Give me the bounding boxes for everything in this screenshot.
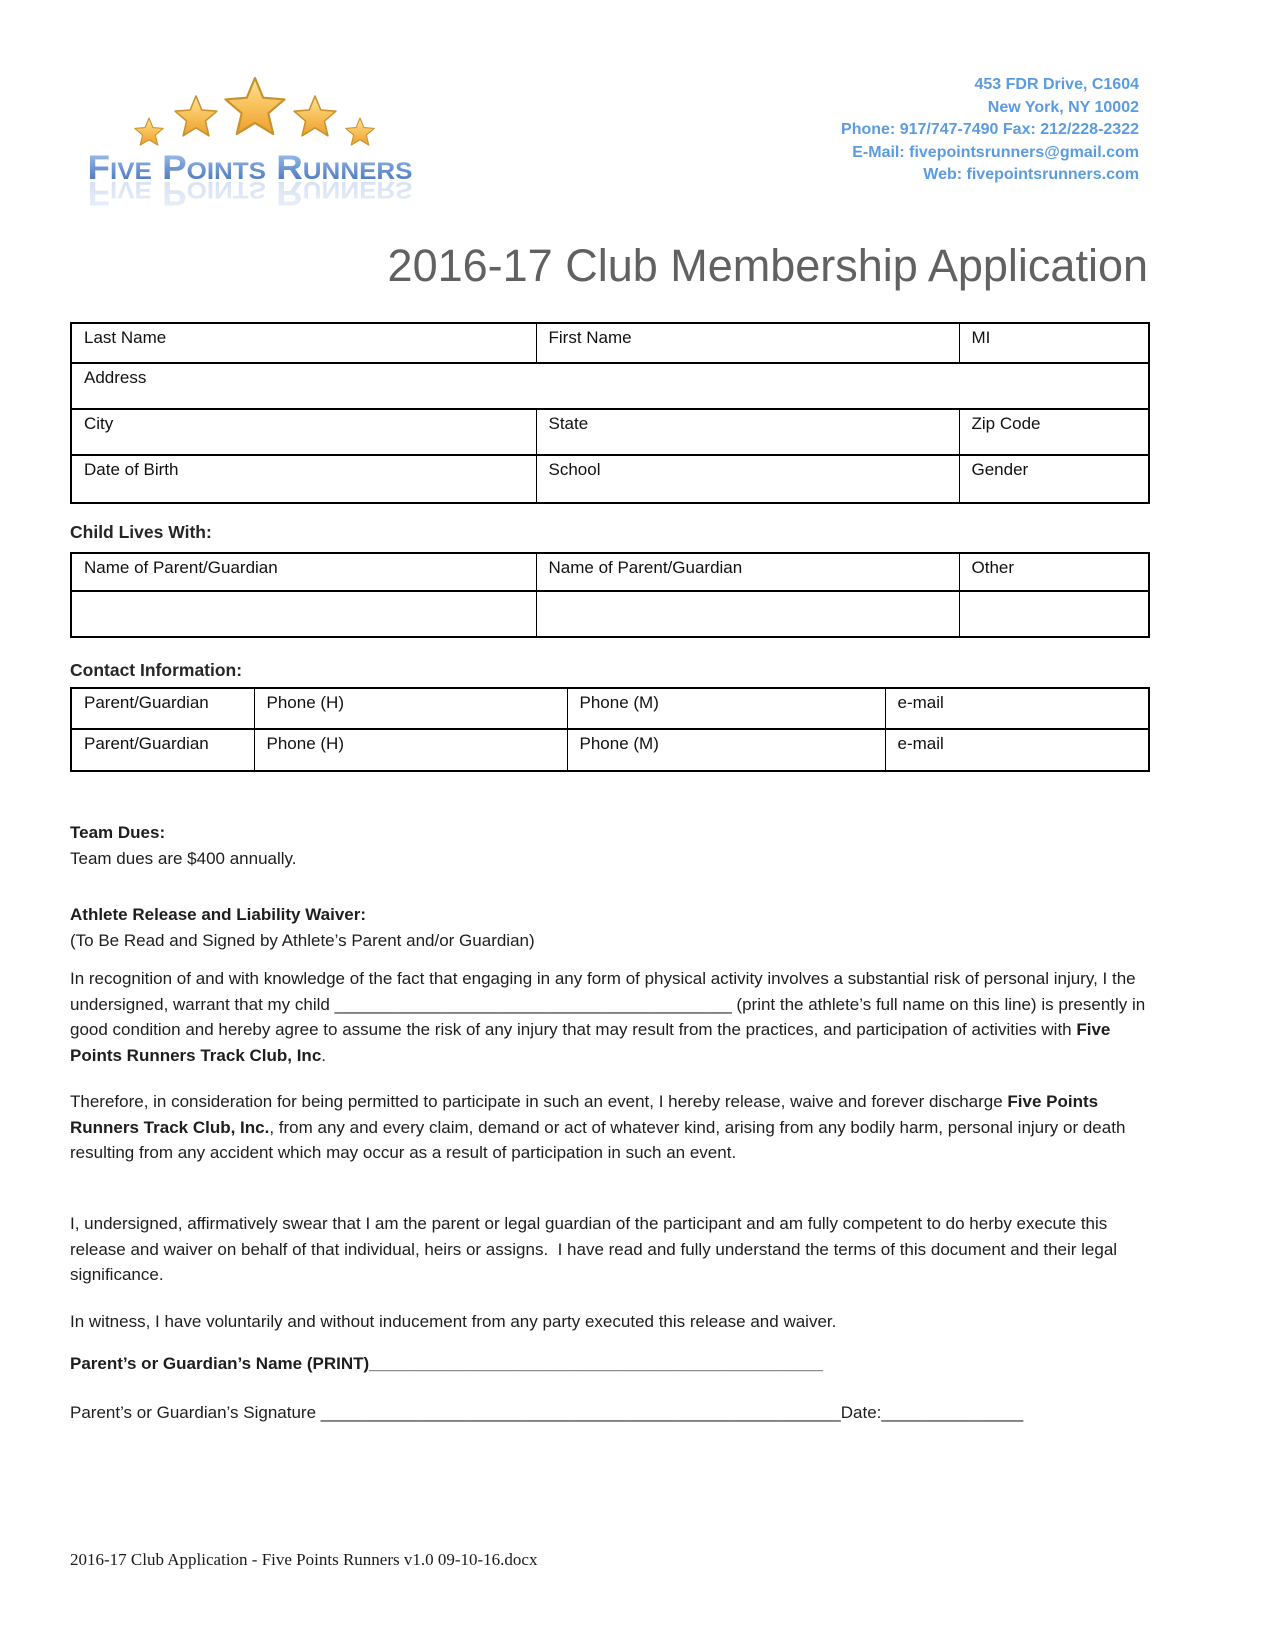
empty-cell: [536, 591, 959, 637]
table-row: [71, 409, 1149, 455]
parent-guardian-2-header: Name of Parent/Guardian: [536, 553, 959, 591]
phone-home-field: Phone (H): [254, 729, 567, 771]
team-dues-section: [70, 820, 1148, 871]
contact-information-table: [70, 687, 1150, 772]
star-icon: [135, 118, 164, 145]
star-icon: [175, 96, 217, 136]
gender-field: Gender: [959, 455, 1149, 503]
star-icon: [226, 78, 285, 134]
empty-cell: [71, 591, 536, 637]
empty-cell: [959, 591, 1149, 637]
phone-home-field: Phone (H): [254, 688, 567, 729]
city-field: City: [71, 409, 536, 455]
waiver-paragraph-4: In witness, I have voluntarily and without inducement from any party executed this release and waiver.: [70, 1312, 837, 1331]
child-lives-with-table: [70, 552, 1150, 638]
mi-field: MI: [959, 323, 1149, 363]
parent-guardian-label: Parent/Guardian: [71, 729, 254, 771]
web-line: Web: fivepointsrunners.com: [923, 166, 1139, 183]
address-line-2: New York, NY 10002: [987, 98, 1139, 116]
school-field: School: [536, 455, 959, 503]
table-row: [71, 688, 1149, 729]
email-field: e-mail: [885, 729, 1149, 771]
club-contact-header: [841, 74, 1139, 187]
waiver-heading-section: [70, 902, 1148, 953]
paragraph-text: .: [321, 1045, 327, 1065]
date-of-birth-field: Date of Birth: [71, 455, 536, 503]
team-dues-heading: Team Dues:: [70, 823, 166, 842]
first-name-field: First Name: [536, 323, 959, 363]
state-field: State: [536, 409, 959, 455]
table-row: [71, 591, 1149, 637]
child-lives-with-heading: Child Lives With:: [70, 522, 212, 542]
five-points-runners-logo: [85, 58, 415, 208]
signature-line: [70, 1400, 1148, 1426]
signature-label: Parent’s or Guardian’s Signature: [70, 1403, 321, 1422]
other-header: Other: [959, 553, 1149, 591]
footer-filename: 2016-17 Club Application - Five Points Runners v1.0 09-10-16.docx: [70, 1550, 538, 1569]
waiver-subheading: (To Be Read and Signed by Athlete’s Parent and/or Guardian): [70, 930, 535, 950]
star-icon: [346, 118, 375, 145]
logo-wordmark-reflection: [88, 174, 413, 208]
five-stars-icon: [135, 78, 375, 145]
last-name-field: Last Name: [71, 323, 536, 363]
address-field: Address: [71, 363, 1149, 409]
paragraph-text: Therefore, in consideration for being permitted to participate in such an event, I hereby release, waive and forever discharge: [70, 1092, 1008, 1111]
date-label: Date:: [840, 1403, 882, 1422]
table-row: [71, 729, 1149, 771]
table-row: [71, 323, 1149, 363]
print-name-label: Parent’s or Guardian’s Name (PRINT): [70, 1354, 370, 1373]
team-dues-text: Team dues are $400 annually.: [70, 848, 297, 868]
paragraph-text: (print the athlete’s full name on this line) is presently in good condition and hereby agree to assume the risk of any injury that may result from the practices, and participation of activities with: [70, 994, 1150, 1039]
waiver-paragraph-3: I, undersigned, affirmatively swear that I am the parent or legal guardian of the participant and am fully competent to do herby execute this release and waiver on behalf of that individual, heirs or assigns. I have read and fully understand the terms of this document and their legal significance.: [70, 1214, 1122, 1284]
club-name-bold: Five Points Runners Track Club, Inc.: [70, 1092, 1103, 1137]
athlete-info-table: [70, 322, 1150, 504]
logo-wordmark: Five Points Runners: [87, 149, 413, 187]
phone-fax-line: Phone: 917/747-7490 Fax: 212/228-2322: [841, 121, 1139, 138]
signature-blank: _______________________________________________________: [320, 1403, 841, 1422]
parent-name-print-line: [70, 1351, 1148, 1377]
email-field: e-mail: [885, 688, 1149, 729]
table-row: [71, 455, 1149, 503]
waiver-paragraph-1: [70, 966, 1148, 1068]
page-title: 2016-17 Club Membership Application: [387, 240, 1148, 291]
athlete-name-blank: __________________________________________: [334, 994, 732, 1014]
contact-information-heading: Contact Information:: [70, 660, 243, 680]
waiver-heading: Athlete Release and Liability Waiver:: [70, 905, 367, 924]
email-line: E-Mail: fivepointsrunners@gmail.com: [852, 143, 1139, 161]
phone-mobile-field: Phone (M): [567, 729, 885, 771]
date-blank: _______________: [881, 1403, 1024, 1422]
parent-guardian-1-header: Name of Parent/Guardian: [71, 553, 536, 591]
waiver-paragraph-2: [70, 1089, 1148, 1166]
print-name-blank: ________________________________________________: [369, 1354, 823, 1373]
club-name-bold: Five Points Runners Track Club, Inc: [70, 1020, 1116, 1065]
phone-mobile-field: Phone (M): [567, 688, 885, 729]
table-row: [71, 363, 1149, 409]
zip-code-field: Zip Code: [959, 409, 1149, 455]
table-row: [71, 553, 1149, 591]
paragraph-text: In recognition of and with knowledge of the fact that engaging in any form of physical activity involves a substantial risk of personal injury, I the undersigned, warrant that my child: [70, 969, 1141, 1014]
address-line-1: 453 FDR Drive, C1604: [974, 76, 1139, 93]
parent-guardian-label: Parent/Guardian: [71, 688, 254, 729]
paragraph-text: , from any and every claim, demand or act of whatever kind, arising from any bodily harm, personal injury or death resulting from any accident which may occur as a result of participation in such an event.: [70, 1117, 1131, 1162]
star-icon: [294, 96, 336, 136]
